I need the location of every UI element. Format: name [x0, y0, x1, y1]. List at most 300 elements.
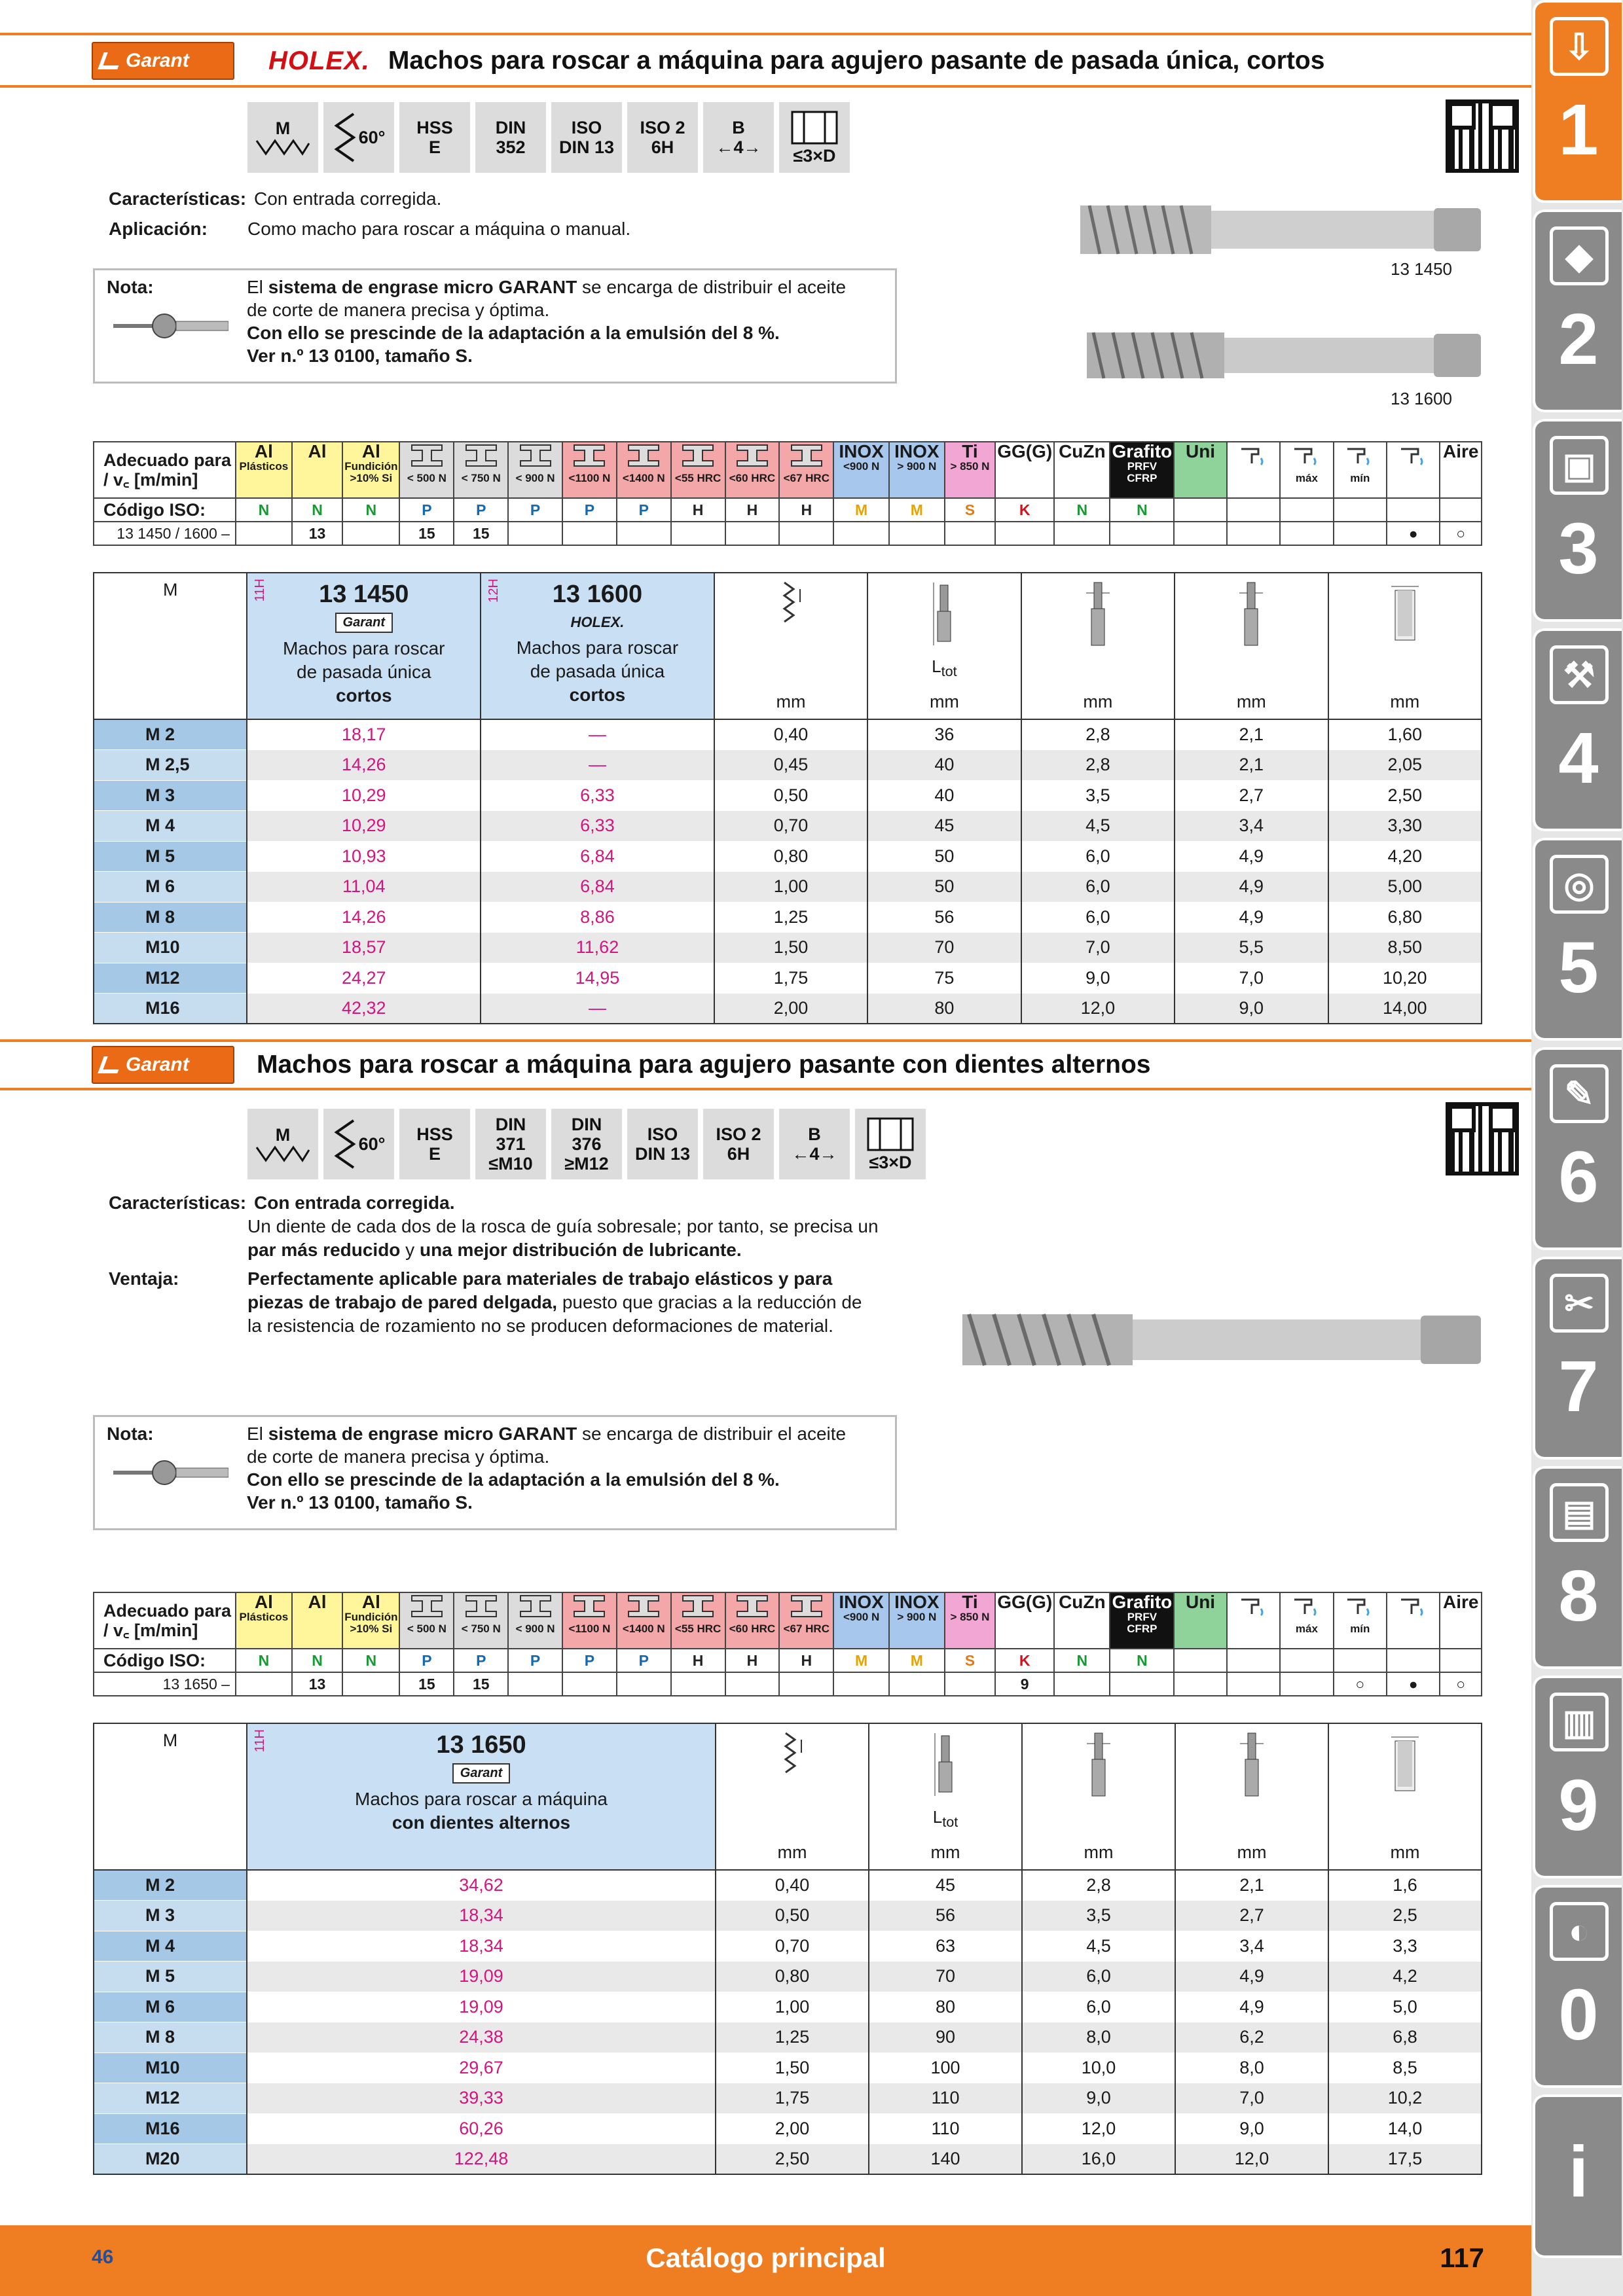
price: 6,84 — [481, 841, 714, 872]
material-col: CuZn — [1054, 442, 1110, 498]
qr-code-2[interactable] — [1446, 1102, 1519, 1175]
dimension-value: 100 — [869, 2053, 1022, 2083]
material-col: mín — [1334, 442, 1387, 498]
dimension-value: 6,0 — [1022, 1962, 1175, 1992]
dimension-value: 56 — [867, 902, 1021, 933]
dimension-value: 0,50 — [716, 1901, 869, 1931]
iso-code: K — [995, 498, 1054, 522]
chapter-number: 5 — [1558, 927, 1599, 1008]
material-col — [1227, 442, 1280, 498]
material-col: máx — [1280, 442, 1333, 498]
dimension-value: 8,5 — [1328, 2053, 1482, 2083]
dimension-value: 7,0 — [1175, 2083, 1328, 2114]
symbol-box: 60° — [323, 1109, 394, 1179]
material-col: Grafito PRFV CFRP — [1110, 1592, 1174, 1649]
dimension-value: 9,0 — [1175, 994, 1328, 1024]
iso-code — [1174, 1649, 1227, 1672]
thread-size: M 3 — [94, 780, 247, 811]
thread-size: M 4 — [94, 811, 247, 842]
price: 10,29 — [247, 811, 481, 842]
vc-value: 9 — [995, 1672, 1054, 1696]
chapter-number: 7 — [1558, 1346, 1599, 1427]
price: 122,48 — [247, 2144, 716, 2175]
symbol-box: ISO 2 6H — [627, 102, 698, 173]
dimension-value: 0,70 — [714, 811, 867, 842]
dimension-value: 0,70 — [716, 1931, 869, 1962]
iso-code: H — [671, 1649, 725, 1672]
table-row — [94, 780, 1482, 811]
info-icon: i — [1568, 2132, 1589, 2212]
iso-code — [1440, 1649, 1482, 1672]
vc-value — [1280, 522, 1333, 545]
dimension-header: mm — [1021, 573, 1175, 719]
price: 18,34 — [247, 1931, 716, 1962]
garant-logo-small: Garant — [335, 613, 393, 633]
material-col: < 900 N — [508, 442, 562, 498]
vc-value: 15 — [454, 522, 508, 545]
material-col: Uni — [1174, 442, 1227, 498]
table-row — [94, 1931, 1482, 1962]
iso-code: P — [562, 1649, 617, 1672]
dimension-value: 16,0 — [1022, 2144, 1175, 2175]
vc-value — [508, 1672, 562, 1696]
dimension-value: 4,9 — [1175, 1962, 1328, 1992]
vc-value — [1227, 1672, 1280, 1696]
material-col: mín — [1334, 1592, 1387, 1649]
material-col: GG(G) — [995, 1592, 1054, 1649]
iso-code — [1334, 498, 1387, 522]
dimension-value: 3,3 — [1328, 1931, 1482, 1962]
chapter-tab-i[interactable] — [1533, 2094, 1622, 2258]
iso-code: P — [508, 1649, 562, 1672]
chapter-number: 4 — [1558, 718, 1599, 798]
table-row — [94, 994, 1482, 1024]
table-row — [94, 2022, 1482, 2053]
symbol-box: M — [247, 102, 318, 173]
price: 60,26 — [247, 2113, 716, 2144]
iso-code — [1280, 498, 1333, 522]
thread-size: M16 — [94, 2113, 247, 2144]
article-range: 13 1450 / 1600 – — [94, 522, 236, 545]
price: — — [481, 750, 714, 781]
chapter-number: 1 — [1558, 90, 1599, 170]
section2-title: Machos para roscar a máquina para agujero pasante con dientes alternos — [257, 1050, 1151, 1079]
dimension-value: 10,0 — [1022, 2053, 1175, 2083]
iso-code — [1440, 498, 1482, 522]
vc-value: 15 — [454, 1672, 508, 1696]
vc-value — [1054, 522, 1110, 545]
chapter-icon: ▥ — [1550, 1693, 1609, 1751]
caracteristicas-label: Características: — [109, 188, 247, 209]
symbol-box: DIN 376 ≥M12 — [551, 1109, 622, 1179]
section1-info — [109, 187, 960, 240]
holex-logo: HOLEX. — [268, 46, 370, 75]
material-col: <55 HRC — [671, 1592, 725, 1649]
caracteristicas-label-2: Características: — [109, 1193, 247, 1213]
thread-size: M10 — [94, 933, 247, 963]
thread-size: M12 — [94, 963, 247, 994]
section2-info: Características: Con entrada corregida. Un diente de cada dos de la rosca de guía sobresale; por tanto, se precisa un par más reducido y una mejor distribución de lubricante. Ventaja: Perfectamente aplicable para materiales de trabajo elásticos y para piezas de trabajo de pared delgada, puesto que gracias a la reducción de la resistencia de rozamiento no se producen deformaciones de material. — [109, 1193, 879, 1336]
price: — — [481, 994, 714, 1024]
iso-code: P — [399, 498, 454, 522]
dimension-value: 1,75 — [714, 963, 867, 994]
dimension-value: 2,8 — [1021, 750, 1175, 781]
nota-label: Nota: — [107, 277, 154, 297]
chapter-tabs — [1531, 0, 1623, 2296]
vc-value: 15 — [399, 1672, 454, 1696]
material-col: Al — [292, 442, 342, 498]
dimension-value: 4,20 — [1328, 841, 1482, 872]
iso-code: N — [1110, 498, 1174, 522]
top-rule — [0, 33, 1531, 35]
table-row — [94, 902, 1482, 933]
table-row — [94, 2144, 1482, 2175]
iso-code: S — [945, 498, 996, 522]
dimension-value: 2,5 — [1328, 1901, 1482, 1931]
garant-logo-small: Garant — [452, 1763, 510, 1784]
dimension-value: 6,0 — [1021, 872, 1175, 903]
iso-code: H — [671, 498, 725, 522]
dimension-value: 56 — [869, 1901, 1022, 1931]
dimension-value: 2,50 — [1328, 780, 1482, 811]
dimension-value: 80 — [867, 994, 1021, 1024]
material-col: <1100 N — [562, 1592, 617, 1649]
dimension-value: 4,9 — [1175, 1992, 1328, 2022]
chapter-number: 6 — [1558, 1137, 1599, 1217]
iso-code: K — [995, 1649, 1054, 1672]
material-col: Al Fundición >10% Si — [342, 442, 399, 498]
aplicacion-label: Aplicación: — [109, 219, 208, 239]
page-number-left: 46 — [92, 2246, 114, 2268]
price: 11,62 — [481, 933, 714, 963]
iso-code — [1174, 498, 1227, 522]
dimension-value: 75 — [867, 963, 1021, 994]
iso-code — [1387, 1649, 1440, 1672]
vc-value — [833, 522, 889, 545]
dimension-header: $L_{tot}$ mm — [867, 573, 1021, 719]
vc-value — [671, 522, 725, 545]
table-row — [94, 841, 1482, 872]
garant-logo: Garant — [92, 42, 234, 80]
material-col: INOX > 900 N — [889, 442, 945, 498]
material-col: Al Fundición >10% Si — [342, 1592, 399, 1649]
iso-code-label: Código ISO: — [94, 1649, 236, 1672]
vc-value: ● — [1387, 1672, 1440, 1696]
vc-value: 13 — [292, 522, 342, 545]
material-col: Al Plásticos — [236, 442, 292, 498]
symbol-box: ≤3×D — [855, 1109, 926, 1179]
chapter-icon: ⇩ — [1550, 17, 1609, 76]
material-col: <1100 N — [562, 442, 617, 498]
dimension-value: 12,0 — [1022, 2113, 1175, 2144]
vc-value — [889, 522, 945, 545]
dimension-value: 1,25 — [716, 2022, 869, 2053]
chapter-icon: ▣ — [1550, 436, 1609, 495]
dimension-value: 2,1 — [1175, 719, 1328, 750]
section2-top-rule — [0, 1039, 1531, 1042]
symbol-box: HSS E — [399, 102, 470, 173]
vc-value: ○ — [1440, 1672, 1482, 1696]
dimension-value: 4,5 — [1022, 1931, 1175, 1962]
dimension-value: 12,0 — [1175, 2144, 1328, 2175]
material-table-1 — [93, 441, 1482, 546]
iso-code: N — [292, 1649, 342, 1672]
price: 39,33 — [247, 2083, 716, 2114]
section1-header — [92, 41, 1324, 81]
chapter-tab-3[interactable] — [1533, 419, 1622, 622]
material-col: INOX <900 N — [833, 442, 889, 498]
iso-code: P — [454, 498, 508, 522]
price: 14,95 — [481, 963, 714, 994]
material-col: <60 HRC — [725, 1592, 780, 1649]
thread-size: M 8 — [94, 902, 247, 933]
iso-code — [1227, 1649, 1280, 1672]
dimension-value: 0,40 — [716, 1870, 869, 1901]
material-col: <60 HRC — [725, 442, 780, 498]
caracteristicas-text: Con entrada corregida. — [254, 188, 442, 209]
price: — — [481, 719, 714, 750]
price: 24,27 — [247, 963, 481, 994]
dimension-value: 10,20 — [1328, 963, 1482, 994]
vc-value — [779, 522, 833, 545]
material-col: <55 HRC — [671, 442, 725, 498]
dimension-value: 63 — [869, 1931, 1022, 1962]
lubrication-nozzle-icon — [113, 310, 228, 342]
dimension-value: 1,00 — [714, 872, 867, 903]
vc-value — [1174, 1672, 1227, 1696]
price: 14,26 — [247, 902, 481, 933]
dimension-value: 9,0 — [1022, 2083, 1175, 2114]
material-col: máx — [1280, 1592, 1333, 1649]
material-col: <1400 N — [617, 442, 671, 498]
chapter-tab-2[interactable] — [1533, 209, 1622, 412]
thread-size: M 2 — [94, 1870, 247, 1901]
price: 18,17 — [247, 719, 481, 750]
symbol-box: 60° — [323, 102, 394, 173]
dimension-header: mm — [1022, 1723, 1175, 1870]
vc-value: ○ — [1440, 522, 1482, 545]
lubrication-nozzle-icon — [113, 1456, 228, 1489]
dimension-value: 2,1 — [1175, 750, 1328, 781]
price: 34,62 — [247, 1870, 716, 1901]
iso-code: P — [617, 498, 671, 522]
dimension-value: 2,7 — [1175, 780, 1328, 811]
qr-code-1[interactable] — [1446, 99, 1519, 173]
material-col: < 500 N — [399, 1592, 454, 1649]
chapter-icon: ⚒ — [1550, 645, 1609, 704]
dimension-value: 14,0 — [1328, 2113, 1482, 2144]
dimension-value: 6,2 — [1175, 2022, 1328, 2053]
dimension-header: mm — [1175, 573, 1328, 719]
dimension-value: 4,9 — [1175, 872, 1328, 903]
dimension-value: 110 — [869, 2113, 1022, 2144]
dimension-value: 7,0 — [1175, 963, 1328, 994]
thread-size: M 8 — [94, 2022, 247, 2053]
price: 14,26 — [247, 750, 481, 781]
product-header: 11H 13 1650 Garant Machos para roscar a máquina con dientes alternos — [247, 1723, 716, 1870]
vc-value — [995, 522, 1054, 545]
section1-title: Machos para roscar a máquina para agujero pasante de pasada única, cortos — [388, 46, 1325, 75]
dimension-table-1 — [93, 572, 1482, 1024]
dimension-value: 8,0 — [1022, 2022, 1175, 2053]
iso-code: N — [292, 498, 342, 522]
symbol-box: B ←4→ — [779, 1109, 850, 1179]
chapter-number: 3 — [1558, 509, 1599, 589]
material-col: Aire — [1440, 1592, 1482, 1649]
dimension-value: 90 — [869, 2022, 1022, 2053]
material-table-2 — [93, 1592, 1482, 1696]
symbol-box: ISO 2 6H — [703, 1109, 774, 1179]
iso-code: H — [779, 1649, 833, 1672]
chapter-icon: ◎ — [1550, 855, 1609, 914]
thread-size: M20 — [94, 2144, 247, 2175]
product-image-131650 — [956, 1300, 1486, 1378]
dimension-value: 2,7 — [1175, 1901, 1328, 1931]
material-col: GG(G) — [995, 442, 1054, 498]
iso-code: M — [889, 498, 945, 522]
chapter-icon: ◆ — [1550, 226, 1609, 285]
dimension-value: 10,2 — [1328, 2083, 1482, 2114]
chapter-tab-7[interactable] — [1533, 1257, 1622, 1460]
vc-value — [1110, 522, 1174, 545]
table-row — [94, 750, 1482, 781]
chapter-tab-9[interactable] — [1533, 1676, 1622, 1878]
dimension-value: 6,80 — [1328, 902, 1482, 933]
price: 42,32 — [247, 994, 481, 1024]
vc-value — [945, 1672, 996, 1696]
material-col: Aire — [1440, 442, 1482, 498]
dimension-value: 4,9 — [1175, 902, 1328, 933]
iso-code: S — [945, 1649, 996, 1672]
dimension-value: 6,0 — [1021, 902, 1175, 933]
symbol-box: ISO DIN 13 — [551, 102, 622, 173]
iso-code — [1334, 1649, 1387, 1672]
dimension-table-2 — [93, 1723, 1482, 2175]
thread-size: M 6 — [94, 1992, 247, 2022]
vc-value: 13 — [292, 1672, 342, 1696]
vc-value — [342, 1672, 399, 1696]
table-row — [94, 963, 1482, 994]
table-row — [94, 2053, 1482, 2083]
price: 18,34 — [247, 1901, 716, 1931]
price: 29,67 — [247, 2053, 716, 2083]
price: 19,09 — [247, 1962, 716, 1992]
chapter-tab-1[interactable] — [1533, 0, 1622, 203]
thread-size: M 5 — [94, 1962, 247, 1992]
article-range: 13 1650 – — [94, 1672, 236, 1696]
product-image-131600 — [1080, 322, 1486, 387]
dimension-value: 2,05 — [1328, 750, 1482, 781]
dimension-value: 2,8 — [1021, 719, 1175, 750]
thread-size: M 2,5 — [94, 750, 247, 781]
dimension-value: 36 — [867, 719, 1021, 750]
material-col: INOX > 900 N — [889, 1592, 945, 1649]
material-col: <1400 N — [617, 1592, 671, 1649]
price: 19,09 — [247, 1992, 716, 2022]
thread-size: M 4 — [94, 1931, 247, 1962]
iso-code: P — [617, 1649, 671, 1672]
dimension-value: 1,6 — [1328, 1870, 1482, 1901]
dimension-value: 9,0 — [1021, 963, 1175, 994]
chapter-tab-4[interactable] — [1533, 628, 1622, 831]
material-col — [1227, 1592, 1280, 1649]
section1-nota: Nota: El sistema de engrase micro GARANT se encarga de distribuir el aceite de corte de manera precisa y óptima. Con ello se prescinde de la adaptación a la emulsión del 8 %. Ver n.º 13 0100, tamaño S. — [93, 268, 897, 384]
vc-value — [1174, 522, 1227, 545]
dimension-value: 4,9 — [1175, 841, 1328, 872]
price: 6,84 — [481, 872, 714, 903]
material-col: Grafito PRFV CFRP — [1110, 442, 1174, 498]
vc-value — [725, 522, 780, 545]
chapter-tab-5[interactable] — [1533, 838, 1622, 1041]
dimension-value: 9,0 — [1175, 2113, 1328, 2144]
dimension-value: 40 — [867, 780, 1021, 811]
adecuado-label: Adecuado para / v꜀ [m/min] — [94, 442, 236, 498]
dimension-value: 80 — [869, 1992, 1022, 2022]
iso-code — [1387, 498, 1440, 522]
vc-value: 15 — [399, 522, 454, 545]
adecuado-label: Adecuado para / v꜀ [m/min] — [94, 1592, 236, 1649]
thread-size: M10 — [94, 2053, 247, 2083]
dimension-value: 2,8 — [1022, 1870, 1175, 1901]
table-row — [94, 1962, 1482, 1992]
dimension-value: 3,5 — [1022, 1901, 1175, 1931]
chapter-number: 9 — [1558, 1765, 1599, 1846]
symbol-box: ≤3×D — [779, 102, 850, 173]
dimension-header: $L_{tot}$ mm — [869, 1723, 1022, 1870]
dimension-value: 4,2 — [1328, 1962, 1482, 1992]
chapter-tab-6[interactable] — [1533, 1047, 1622, 1250]
material-col: < 750 N — [454, 1592, 508, 1649]
ventaja-label: Ventaja: — [109, 1268, 179, 1289]
section2-header — [92, 1045, 1150, 1085]
thread-size: M 3 — [94, 1901, 247, 1931]
dimension-value: 17,5 — [1328, 2144, 1482, 2175]
holex-logo-small: HOLEX. — [570, 614, 625, 630]
dimension-value: 50 — [867, 872, 1021, 903]
section1-symbols — [247, 102, 850, 173]
vc-value — [236, 522, 292, 545]
iso-code: P — [562, 498, 617, 522]
iso-code: M — [833, 1649, 889, 1672]
dimension-value: 5,5 — [1175, 933, 1328, 963]
section2-rule — [0, 1088, 1531, 1090]
thread-size: M 2 — [94, 719, 247, 750]
chapter-tab-0[interactable] — [1533, 1885, 1622, 2088]
chapter-tab-8[interactable] — [1533, 1466, 1622, 1669]
material-col: Ti > 850 N — [945, 442, 996, 498]
dimension-value: 5,00 — [1328, 872, 1482, 903]
nota-micro-garant: sistema de engrase micro GARANT — [268, 277, 577, 297]
chapter-icon: ◐ — [1550, 1902, 1609, 1961]
footer — [0, 2225, 1531, 2296]
chapter-icon: ✎ — [1550, 1064, 1609, 1123]
vc-value — [342, 522, 399, 545]
dimension-value: 140 — [869, 2144, 1022, 2175]
material-col: Uni — [1174, 1592, 1227, 1649]
dimension-value: 14,00 — [1328, 994, 1482, 1024]
vc-value — [617, 1672, 671, 1696]
product-image-131450 — [1080, 196, 1486, 262]
dimension-value: 110 — [869, 2083, 1022, 2114]
dimension-header: mm — [716, 1723, 869, 1870]
table-row — [94, 1870, 1482, 1901]
dimension-value: 3,4 — [1175, 811, 1328, 842]
dimension-value: 3,5 — [1021, 780, 1175, 811]
dimension-value: 2,00 — [714, 994, 867, 1024]
symbol-box: DIN 352 — [475, 102, 546, 173]
material-col: Al — [292, 1592, 342, 1649]
dimension-value: 0,80 — [714, 841, 867, 872]
